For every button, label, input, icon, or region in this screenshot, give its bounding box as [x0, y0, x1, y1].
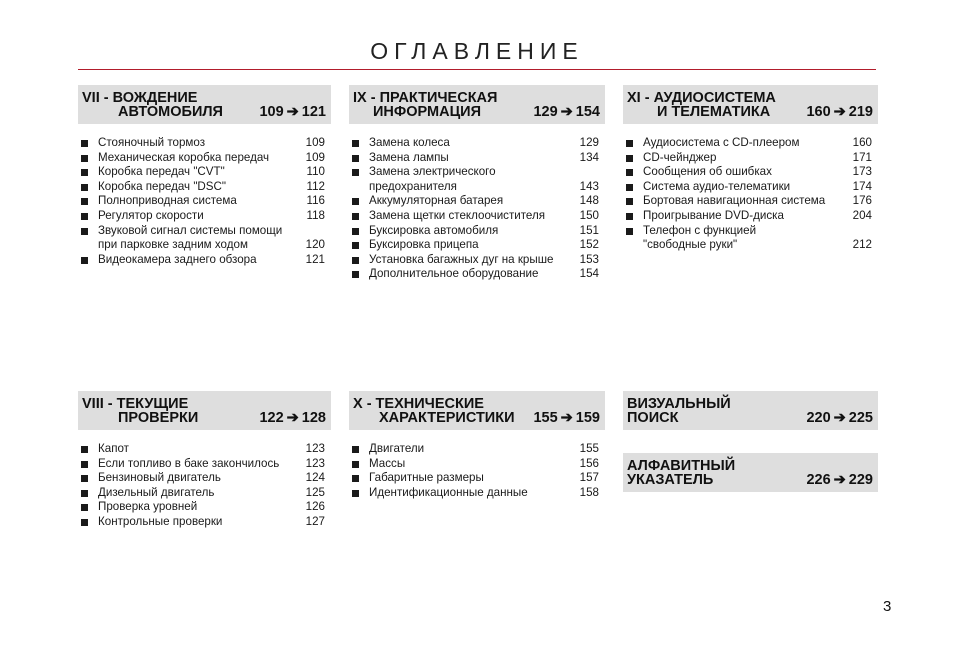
toc-item[interactable]: Бортовая навигационная система 176 [623, 194, 878, 209]
toc-item[interactable]: Коробка передач "DSC" 112 [78, 180, 331, 195]
section-viii-list [78, 442, 331, 530]
section-vii [78, 85, 331, 267]
section-x-header[interactable] [349, 391, 605, 430]
toc-item[interactable]: Идентификационные данные 158 [349, 486, 605, 501]
toc-item[interactable]: Капот 123 [78, 442, 331, 457]
toc-item[interactable]: Видеокамера заднего обзора 121 [78, 253, 331, 268]
toc-item-page: 112 [306, 179, 325, 193]
page-title: ОГЛАВЛЕНИЕ [370, 38, 584, 64]
toc-item-page: 123 [305, 442, 325, 455]
toc-item[interactable]: Бензиновый двигатель 124 [78, 471, 331, 486]
square-bullet-icon [81, 140, 88, 147]
toc-item-page: 118 [306, 208, 325, 222]
toc-item[interactable]: Буксировка прицепа 152 [349, 238, 605, 253]
section-alphabetical-index [623, 453, 878, 492]
toc-item-page: 174 [852, 179, 872, 193]
section-ix-page-range: 129 ➔ 154 [533, 104, 600, 120]
section-viii-header[interactable] [78, 391, 331, 430]
square-bullet-icon [81, 446, 88, 453]
toc-item-page: 155 [579, 442, 599, 455]
section-vii-title-line1: VII - ВОЖДЕНИЕ [82, 90, 198, 106]
toc-item[interactable]: Регулятор скорости 118 [78, 209, 331, 224]
toc-item[interactable]: Сообщения об ошибках 173 [623, 165, 878, 180]
arrow-right-icon: ➔ [833, 410, 846, 426]
toc-item-page: 110 [306, 165, 325, 179]
square-bullet-icon [626, 155, 633, 162]
toc-item[interactable]: Замена лампы 134 [349, 151, 605, 166]
square-bullet-icon [352, 198, 359, 205]
section-x-title-line2: ХАРАКТЕРИСТИКИ [379, 410, 515, 426]
toc-item[interactable]: Буксировка автомобиля 151 [349, 224, 605, 239]
toc-item[interactable]: Система аудио-телематики 174 [623, 180, 878, 195]
toc-item[interactable]: Если топливо в баке закончилось 123 [78, 457, 331, 472]
arrow-right-icon: ➔ [560, 104, 573, 120]
square-bullet-icon [352, 257, 359, 264]
toc-item[interactable]: Контрольные проверки 127 [78, 515, 331, 530]
toc-item-page: 124 [305, 471, 325, 485]
toc-item-page: 157 [579, 471, 599, 485]
toc-item-page: 109 [305, 150, 325, 164]
toc-item-page: 204 [852, 208, 872, 222]
section-visual-search-title-line1: ВИЗУАЛЬНЫЙ [627, 396, 731, 412]
section-x-title-line1: X - ТЕХНИЧЕСКИЕ [353, 396, 484, 412]
square-bullet-icon [626, 140, 633, 147]
square-bullet-icon [81, 213, 88, 220]
square-bullet-icon [352, 140, 359, 147]
toc-item[interactable]: Замена электрического предохранителя 143 [349, 165, 605, 194]
section-visual-search-page-range: 220 ➔ 225 [806, 410, 873, 426]
toc-item-page: 143 [579, 179, 599, 193]
section-vii-header[interactable] [78, 85, 331, 124]
toc-item-page: 156 [579, 456, 599, 470]
section-ix-header[interactable] [349, 85, 605, 124]
section-x-page-range: 155 ➔ 159 [533, 410, 600, 426]
square-bullet-icon [626, 213, 633, 220]
section-alphabetical-index-page-range: 226 ➔ 229 [806, 472, 873, 488]
square-bullet-icon [352, 242, 359, 249]
square-bullet-icon [352, 213, 359, 220]
toc-item-page: 160 [852, 136, 872, 149]
square-bullet-icon [352, 155, 359, 162]
section-ix-list [349, 136, 605, 282]
toc-item-page: 153 [579, 252, 599, 266]
square-bullet-icon [626, 184, 633, 191]
toc-item[interactable]: Дизельный двигатель 125 [78, 486, 331, 501]
square-bullet-icon [81, 155, 88, 162]
toc-item[interactable]: Дополнительное оборудование 154 [349, 267, 605, 282]
toc-item[interactable]: Габаритные размеры 157 [349, 471, 605, 486]
section-ix [349, 85, 605, 282]
toc-item-page: 126 [305, 500, 325, 514]
square-bullet-icon [81, 490, 88, 497]
toc-item-page: 127 [305, 514, 325, 528]
toc-item[interactable]: Двигатели 155 [349, 442, 605, 457]
section-xi-header[interactable] [623, 85, 878, 124]
toc-item[interactable]: Замена колеса 129 [349, 136, 605, 151]
square-bullet-icon [626, 198, 633, 205]
toc-item-page: 173 [852, 165, 872, 179]
square-bullet-icon [352, 169, 359, 176]
toc-item-page: 152 [579, 238, 599, 252]
section-viii-page-range: 122 ➔ 128 [259, 410, 326, 426]
toc-item-page: 125 [305, 485, 325, 499]
section-vii-title-line2: АВТОМОБИЛЯ [118, 104, 223, 120]
toc-item-page: 150 [579, 208, 599, 222]
toc-item[interactable]: Стояночный тормоз 109 [78, 136, 331, 151]
arrow-right-icon: ➔ [560, 410, 573, 426]
section-ix-title-line1: IX - ПРАКТИЧЕСКАЯ [353, 90, 498, 106]
toc-item[interactable]: Массы 156 [349, 457, 605, 472]
arrow-right-icon: ➔ [833, 472, 846, 488]
toc-item-page: 158 [579, 485, 599, 499]
square-bullet-icon [81, 169, 88, 176]
section-viii [78, 391, 331, 530]
arrow-right-icon: ➔ [286, 410, 299, 426]
section-x [349, 391, 605, 500]
section-viii-title-line2: ПРОВЕРКИ [118, 410, 199, 426]
square-bullet-icon [81, 257, 88, 264]
toc-item[interactable]: CD-чейнджер 171 [623, 151, 878, 166]
toc-item-page: 176 [852, 194, 872, 208]
page-number: 3 [883, 598, 892, 615]
toc-item-page: 154 [579, 267, 599, 281]
toc-item[interactable]: Установка багажных дуг на крыше 153 [349, 253, 605, 268]
section-alphabetical-index-header[interactable] [623, 453, 878, 492]
square-bullet-icon [81, 475, 88, 482]
section-visual-search [623, 391, 878, 430]
section-viii-title-line1: VIII - ТЕКУЩИЕ [82, 396, 189, 412]
square-bullet-icon [81, 198, 88, 205]
toc-item[interactable]: Коробка передач "CVT" 110 [78, 165, 331, 180]
square-bullet-icon [352, 271, 359, 278]
section-ix-title-line2: ИНФОРМАЦИЯ [373, 104, 482, 120]
section-visual-search-header[interactable] [623, 391, 878, 430]
toc-item-page: 109 [305, 136, 325, 149]
toc-item-page: 129 [579, 136, 599, 149]
toc-item-page: 123 [305, 456, 325, 470]
title-divider [78, 69, 876, 70]
square-bullet-icon [81, 461, 88, 468]
square-bullet-icon [81, 519, 88, 526]
section-xi-title-line2: И ТЕЛЕМАТИКА [657, 104, 771, 120]
square-bullet-icon [81, 228, 88, 235]
toc-item[interactable]: Замена щетки стеклоочистителя 150 [349, 209, 605, 224]
arrow-right-icon: ➔ [286, 104, 299, 120]
section-xi-list [623, 136, 878, 253]
section-vii-list [78, 136, 331, 267]
square-bullet-icon [352, 446, 359, 453]
section-vii-page-range: 109 ➔ 121 [259, 104, 326, 120]
toc-item-page: 212 [852, 238, 872, 252]
toc-item[interactable]: Проигрывание DVD-диска 204 [623, 209, 878, 224]
square-bullet-icon [352, 228, 359, 235]
section-alphabetical-index-title-line1: АЛФАВИТНЫЙ [627, 458, 736, 474]
toc-item-page: 148 [579, 194, 599, 208]
square-bullet-icon [626, 169, 633, 176]
square-bullet-icon [352, 475, 359, 482]
toc-item[interactable]: Звуковой сигнал системы помощи при парковке задним ходом 120 [78, 224, 331, 253]
toc-item-page: 171 [852, 150, 872, 164]
arrow-right-icon: ➔ [833, 104, 846, 120]
section-alphabetical-index-title-line2: УКАЗАТЕЛЬ [627, 472, 714, 488]
toc-item-page: 121 [305, 252, 325, 266]
square-bullet-icon [81, 504, 88, 511]
toc-item-page: 116 [306, 194, 325, 208]
section-xi-title-line1: XI - АУДИОСИСТЕМА [627, 90, 776, 106]
toc-item[interactable]: Полноприводная система 116 [78, 194, 331, 209]
toc-item[interactable]: Аккумуляторная батарея 148 [349, 194, 605, 209]
square-bullet-icon [81, 184, 88, 191]
toc-item-page: 134 [579, 150, 599, 164]
section-xi [623, 85, 878, 253]
section-xi-page-range: 160 ➔ 219 [806, 104, 873, 120]
toc-item-page: 151 [579, 223, 599, 237]
square-bullet-icon [626, 228, 633, 235]
square-bullet-icon [352, 461, 359, 468]
toc-item-page: 120 [305, 238, 325, 252]
square-bullet-icon [352, 490, 359, 497]
toc-item[interactable]: Механическая коробка передач 109 [78, 151, 331, 166]
toc-item[interactable]: Аудиосистема с CD-плеером 160 [623, 136, 878, 151]
section-visual-search-title-line2: ПОИСК [627, 410, 679, 426]
section-x-list [349, 442, 605, 500]
toc-item[interactable]: Проверка уровней 126 [78, 500, 331, 515]
toc-item[interactable]: Телефон с функцией "свободные руки" 212 [623, 224, 878, 253]
